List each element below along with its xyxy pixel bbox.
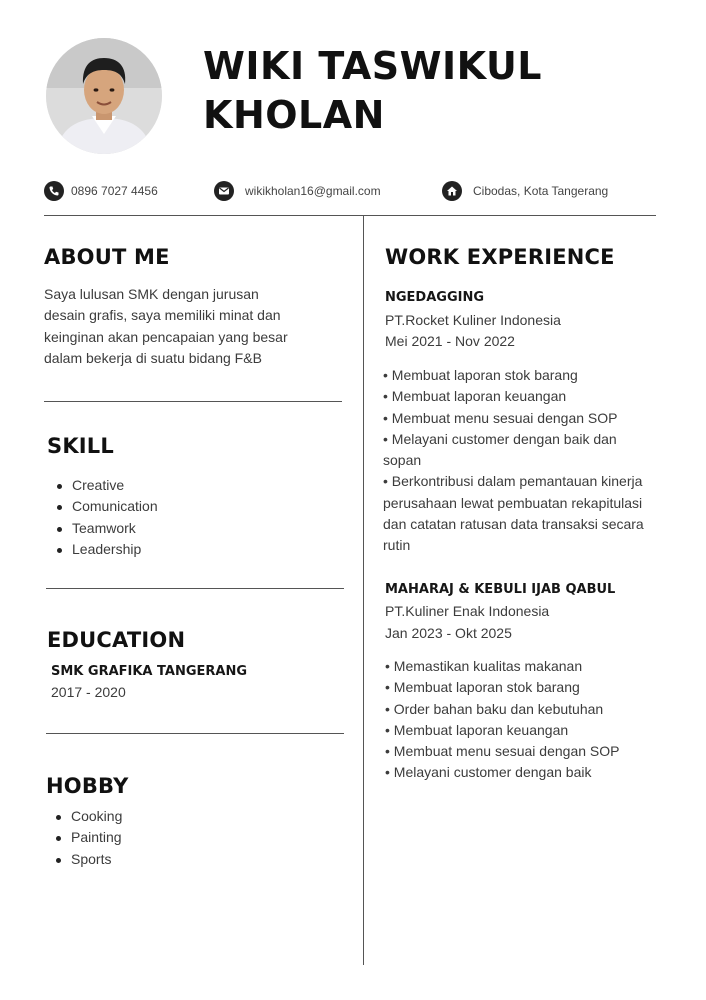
list-item: • Membuat laporan stok barang — [383, 367, 578, 383]
mail-icon — [214, 181, 234, 201]
job-duties — [383, 365, 658, 557]
phone-text: 0896 7027 4456 — [71, 184, 158, 198]
list-item: • Berkontribusi dalam pemantauan kinerja perusahaan lewat pembuatan rekapitulasi dan catatan ratusan data transaksi secara rutin — [383, 473, 644, 554]
job-company: PT.Kuliner Enak Indonesia — [385, 603, 550, 619]
column-divider — [363, 215, 364, 965]
email-text: wikikholan16@gmail.com — [245, 184, 381, 198]
about-text — [44, 284, 344, 369]
list-item: Painting — [51, 827, 122, 848]
address-text: Cibodas, Kota Tangerang — [473, 184, 609, 198]
list-item: Teamwork — [52, 518, 158, 539]
education-school: SMK GRAFIKA TANGERANG — [51, 664, 247, 679]
list-item: Leadership — [52, 539, 158, 560]
list-item: Creative — [52, 475, 158, 496]
about-line: keinginan akan pencapaian yang besar — [44, 328, 288, 345]
education-heading: EDUCATION — [47, 628, 186, 652]
about-line: desain grafis, saya memiliki minat dan — [44, 307, 281, 324]
list-item: • Melayani customer dengan baik dan sopan — [383, 430, 617, 469]
list-item: • Membuat menu sesuai dengan SOP — [383, 409, 618, 426]
about-line: dalam bekerja di suatu bidang F&B — [44, 349, 262, 366]
list-item: • Membuat menu sesuai dengan SOP — [385, 743, 620, 760]
job-role: NGEDAGGING — [385, 290, 485, 305]
name-line-2: KHOLAN — [203, 93, 385, 137]
list-item: • Membuat laporan keuangan — [385, 721, 569, 738]
about-line: Saya lulusan SMK dengan jurusan — [44, 286, 259, 302]
list-item: • Memastikan kualitas makanan — [385, 658, 583, 674]
job-company: PT.Rocket Kuliner Indonesia — [385, 312, 561, 328]
skill-list — [52, 475, 158, 560]
work-heading: WORK EXPERIENCE — [385, 245, 615, 269]
list-item: Cooking — [51, 806, 122, 827]
name-line-1: WIKI TASWIKUL — [203, 44, 543, 88]
skill-heading: SKILL — [47, 434, 114, 458]
list-item: Comunication — [52, 496, 158, 517]
profile-photo — [46, 38, 162, 154]
hobby-list — [51, 806, 122, 870]
contact-phone — [44, 181, 158, 201]
header-divider — [44, 215, 656, 216]
job-period: Jan 2023 - Okt 2025 — [385, 625, 512, 641]
page-title — [203, 42, 673, 140]
job-role: MAHARAJ & KEBULI IJAB QABUL — [385, 582, 616, 597]
home-icon — [442, 181, 462, 201]
hobby-heading: HOBBY — [46, 774, 129, 798]
contact-address — [442, 181, 608, 201]
job-period: Mei 2021 - Nov 2022 — [385, 333, 515, 349]
list-item: • Membuat laporan keuangan — [383, 388, 567, 405]
contact-email — [214, 181, 381, 201]
phone-icon — [44, 181, 64, 201]
list-item: Sports — [51, 849, 122, 870]
list-item: • Melayani customer dengan baik — [385, 764, 592, 781]
education-divider — [46, 733, 344, 734]
list-item: • Membuat laporan stok barang — [385, 679, 580, 696]
about-heading: ABOUT ME — [44, 245, 170, 269]
education-years: 2017 - 2020 — [51, 684, 126, 700]
job-duties — [385, 656, 675, 784]
skill-divider — [46, 588, 344, 589]
list-item: • Order bahan baku dan kebutuhan — [385, 700, 604, 717]
about-divider — [44, 401, 342, 402]
